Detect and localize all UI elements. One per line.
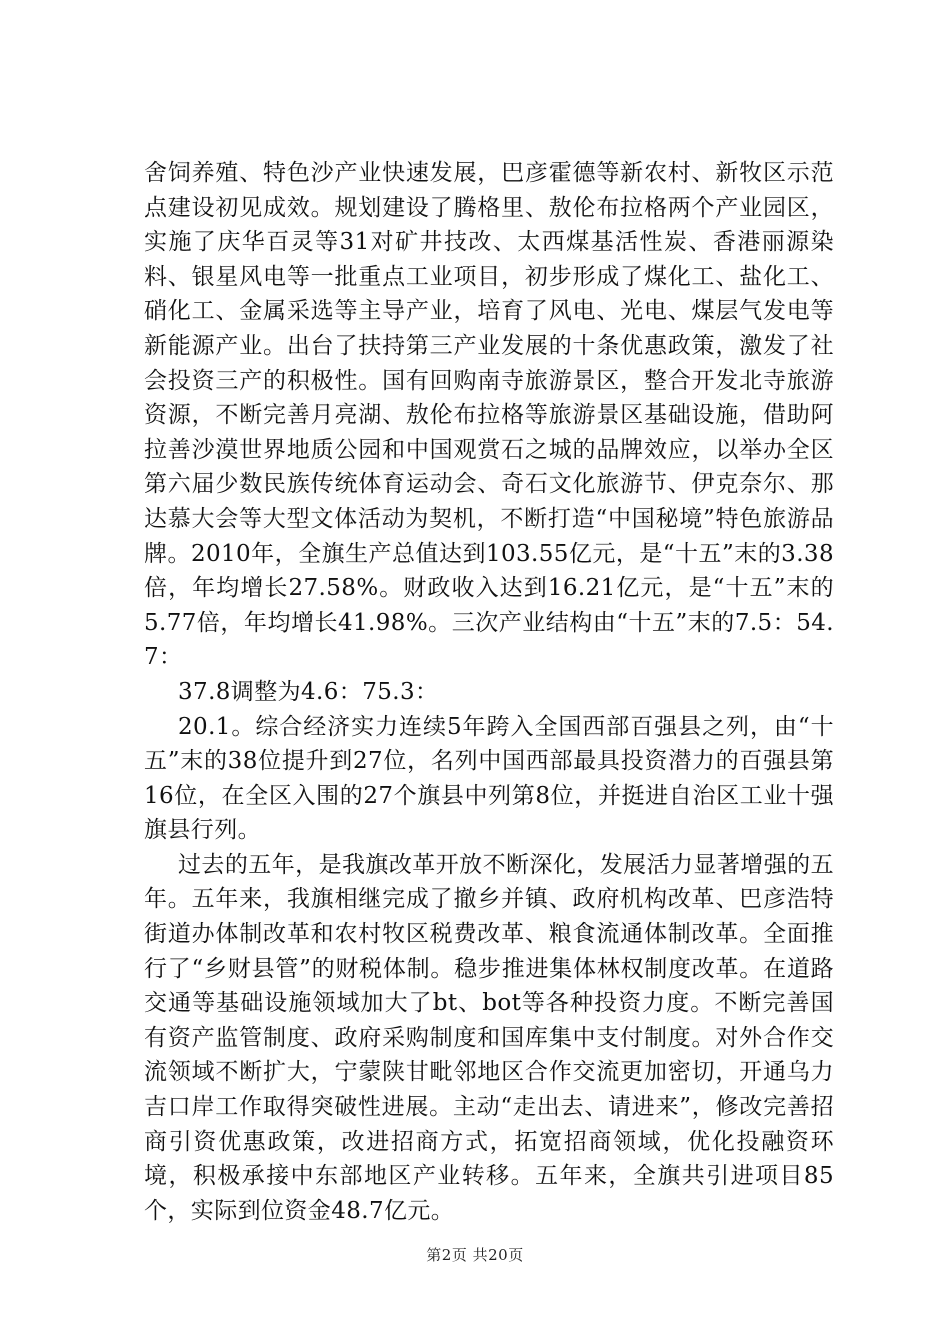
document-body xyxy=(144,156,834,1228)
paragraph-3: 20.1。综合经济实力连续5年跨入全国西部百强县之列，由“十五”末的38位提升到27位，名列中国西部最具投资潜力的百强县第16位，在全区入围的27个旗县中列第8位，并挺进自治区工业十强旗县行列。 xyxy=(144,713,834,844)
page-number-footer: 第2页 共20页 xyxy=(426,1246,524,1264)
paragraph-4: 过去的五年，是我旗改革开放不断深化，发展活力显著增强的五年。五年来，我旗相继完成了撤乡并镇、政府机构改革、巴彦浩特街道办体制改革和农村牧区税费改革、粮食流通体制改革。全面推行了“乡财县管”的财税体制。稳步推进集体林权制度改革。在道路交通等基础设施领域加大了bt、bot等各种投资力度。不断完善国有资产监管制度、政府采购制度和国库集中支付制度。对外合作交流领域不断扩大，宁蒙陕甘毗邻地区合作交流更加密切，开通乌力吉口岸工作取得突破性进展。主动“走出去、请进来”，修改完善招商引资优惠政策，改进招商方式，拓宽招商领域，优化投融资环境，积极承接中东部地区产业转移。五年来，全旗共引进项目85个，实际到位资金48.7亿元。 xyxy=(144,851,834,1224)
paragraph-2: 37.8调整为4.6：75.3： xyxy=(178,678,439,705)
paragraph-1: 舍饲养殖、特色沙产业快速发展，巴彦霍德等新农村、新牧区示范点建设初见成效。规划建设了腾格里、敖伦布拉格两个产业园区，实施了庆华百灵等31对矿井技改、太西煤基活性炭、香港丽源染料、银星风电等一批重点工业项目，初步形成了煤化工、盐化工、硝化工、金属采选等主导产业，培育了风电、光电、煤层气发电等新能源产业。出台了扶持第三产业发展的十条优惠政策，激发了社会投资三产的积极性。国有回购南寺旅游景区，整合开发北寺旅游资源，不断完善月亮湖、敖伦布拉格等旅游景区基础设施，借助阿拉善沙漠世界地质公园和中国观赏石之城的品牌效应，以举办全区第六届少数民族传统体育运动会、奇石文化旅游节、伊克奈尔、那达慕大会等大型文体活动为契机，不断打造“中国秘境”特色旅游品牌。2010年，全旗生产总值达到103.55亿元，是“十五”末的3.38倍，年均增长27.58%。财政收入达到16.21亿元，是“十五”末的5.77倍，年均增长41.98%。三次产业结构由“十五”末的7.5：54.7： xyxy=(144,160,834,671)
